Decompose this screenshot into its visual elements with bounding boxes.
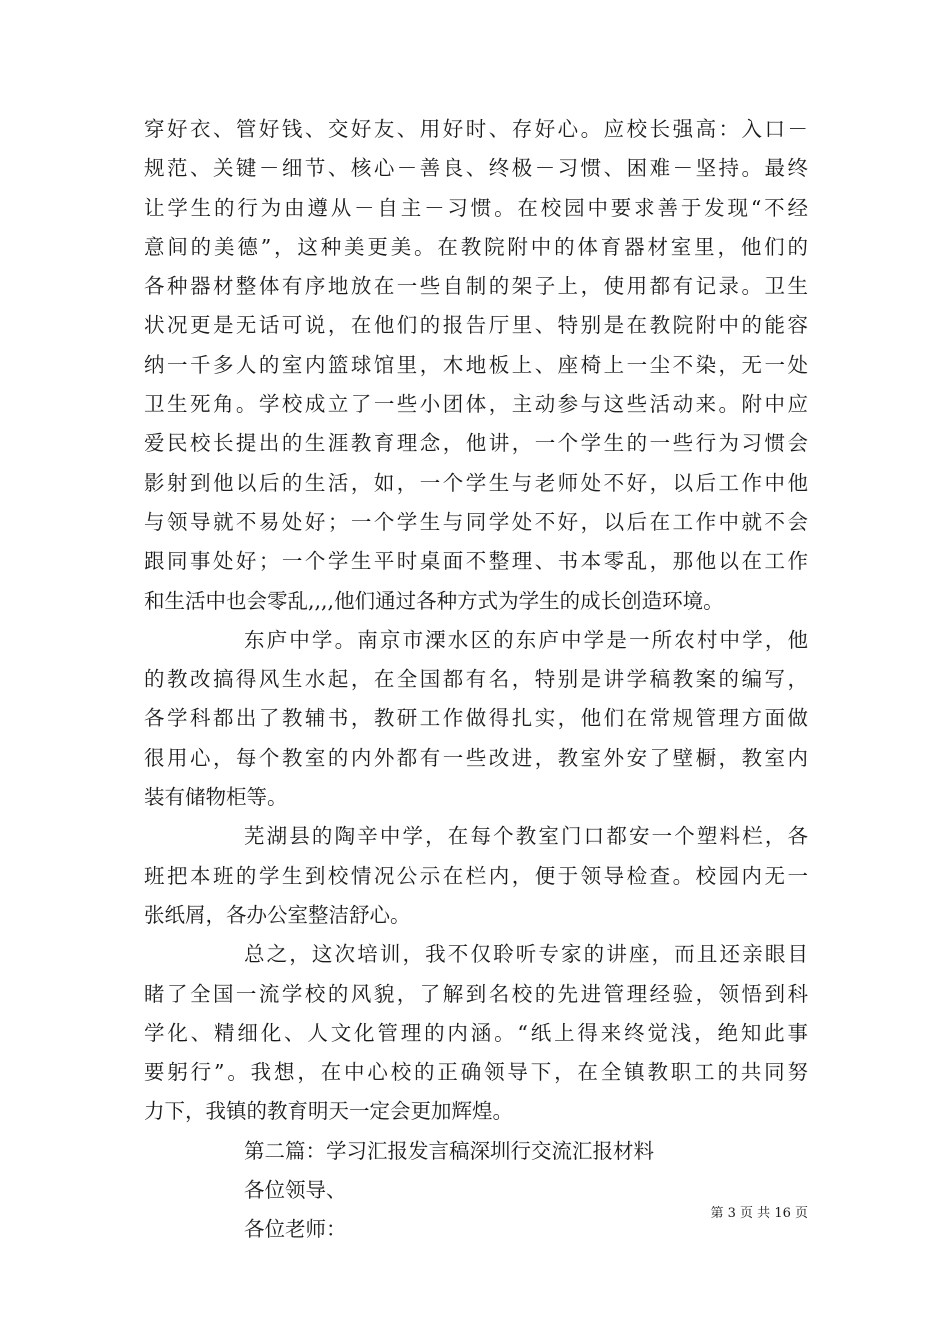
text-line: 要躬行”。我想，在中心校的正确领导下，在全镇教职工的共同努	[144, 1060, 808, 1085]
paragraph	[144, 621, 808, 817]
text-line: 状况更是无话可说，在他们的报告厅里、特别是在教院附中的能容	[144, 313, 808, 338]
text-line: 和生活中也会零乱,,,,他们通过各种方式为学生的成长创造环境。	[144, 588, 724, 613]
text-line: 各种器材整体有序地放在一些自制的架子上，使用都有记录。卫生	[144, 274, 808, 299]
section-title: 第二篇：学习汇报发言稿深圳行交流汇报材料	[244, 1138, 654, 1163]
text-line: 跟同事处好；一个学生平时桌面不整理、书本零乱，那他以在工作	[144, 549, 808, 574]
section-heading	[144, 1132, 808, 1250]
document-body	[144, 110, 808, 1250]
text-line: 睹了全国一流学校的风貌，了解到名校的先进管理经验，领悟到科	[144, 981, 808, 1006]
text-line: 爱民校长提出的生涯教育理念，他讲，一个学生的一些行为习惯会	[144, 431, 808, 456]
text-line: 穿好衣、管好钱、交好友、用好时、存好心。应校长强高：入口－	[144, 117, 808, 141]
text-line: 纳一千多人的室内篮球馆里，木地板上、座椅上一尘不染，无一处	[144, 352, 808, 377]
text-line: 卫生死角。学校成立了一些小团体，主动参与这些活动来。附中应	[144, 392, 808, 417]
text-line: 与领导就不易处好；一个学生与同学处不好，以后在工作中就不会	[144, 509, 808, 534]
salutation-line: 各位老师：	[244, 1217, 347, 1242]
text-line: 张纸屑，各办公室整洁舒心。	[144, 902, 411, 927]
text-line: 影射到他以后的生活，如，一个学生与老师处不好，以后工作中他	[144, 470, 808, 495]
paragraph	[144, 935, 808, 1131]
text-line: 芜湖县的陶辛中学，在每个教室门口都安一个塑料栏，各	[244, 824, 808, 849]
text-line: 意间的美德”，这种美更美。在教院附中的体育器材室里，他们的	[144, 234, 808, 259]
text-line: 力下，我镇的教育明天一定会更加辉煌。	[144, 1099, 513, 1124]
text-line: 班把本班的学生到校情况公示在栏内，便于领导检查。校园内无一	[144, 863, 808, 888]
paragraph	[144, 817, 808, 935]
text-line: 规范、关键－细节、核心－善良、终极－习惯、困难－坚持。最终	[144, 156, 808, 181]
text-line: 的教改搞得风生水起，在全国都有名，特别是讲学稿教案的编写，	[144, 667, 808, 692]
text-line: 东庐中学。南京市溧水区的东庐中学是一所农村中学，他	[244, 627, 808, 652]
page-number: 第 3 页 共 16 页	[710, 1206, 808, 1221]
salutation-line: 各位领导、	[244, 1178, 347, 1203]
text-line: 学化、精细化、人文化管理的内涵。“纸上得来终觉浅，绝知此事	[144, 1020, 808, 1045]
text-line: 很用心，每个教室的内外都有一些改进，教室外安了壁橱，教室内	[144, 745, 808, 770]
text-line: 总之，这次培训，我不仅聆听专家的讲座，而且还亲眼目	[244, 942, 808, 967]
paragraph	[144, 110, 808, 621]
text-line: 装有储物柜等。	[144, 785, 288, 810]
text-line: 各学科都出了教辅书，教研工作做得扎实，他们在常规管理方面做	[144, 706, 808, 731]
text-line: 让学生的行为由遵从－自主－习惯。在校园中要求善于发现“不经	[144, 195, 808, 220]
